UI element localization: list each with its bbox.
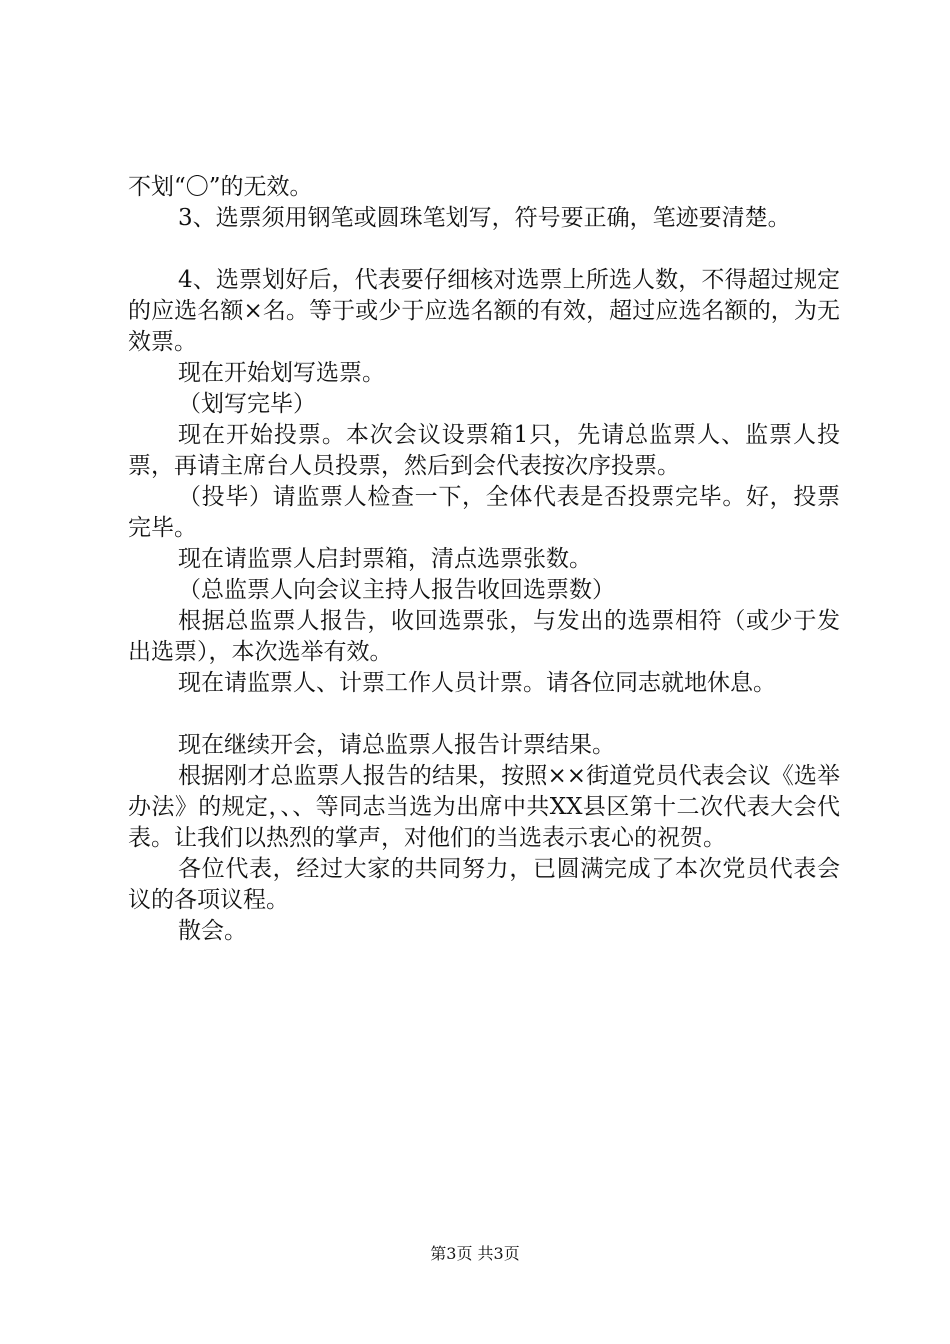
paragraph: 现在请监票人、计票工作人员计票。请各位同志就地休息。 [178, 670, 776, 696]
paragraph: 3、选票须用钢笔或圆珠笔划写，符号要正确，笔迹要清楚。 [178, 205, 791, 231]
paragraph: 现在开始划写选票。 [178, 360, 385, 386]
paragraph: 现在继续开会，请总监票人报告计票结果。 [178, 732, 615, 758]
paragraph: 根据刚才总监票人报告的结果，按照××街道党员代表会议《选举办法》的规定，、、等同志当选为出席中共XX县区第十二次代表大会代表。让我们以热烈的掌声，对他们的当选表示衷心的祝贺。 [128, 763, 840, 851]
paragraph: 不划“〇”的无效。 [128, 174, 313, 200]
paragraph: 现在请监票人启封票箱，清点选票张数。 [178, 546, 592, 572]
paragraph: 各位代表，经过大家的共同努力，已圆满完成了本次党员代表会议的各项议程。 [128, 856, 840, 913]
paragraph: （总监票人向会议主持人报告收回选票数） [178, 577, 615, 603]
document-body [128, 172, 840, 947]
paragraph: 散会。 [178, 918, 247, 944]
paragraph: 根据总监票人报告，收回选票张，与发出的选票相符（或少于发出选票），本次选举有效。 [128, 608, 840, 665]
paragraph: 4、选票划好后，代表要仔细核对选票上所选人数，不得超过规定的应选名额×名。等于或少于应选名额的有效，超过应选名额的，为无效票。 [128, 267, 840, 355]
paragraph: （投毕）请监票人检查一下，全体代表是否投票完毕。好，投票完毕。 [128, 484, 840, 541]
paragraph: 现在开始投票。本次会议设票箱1只，先请总监票人、监票人投票，再请主席台人员投票，然后到会代表按次序投票。 [128, 422, 840, 479]
page-footer: 第3页 共3页 [430, 1244, 520, 1263]
paragraph: （划写完毕） [178, 391, 316, 417]
